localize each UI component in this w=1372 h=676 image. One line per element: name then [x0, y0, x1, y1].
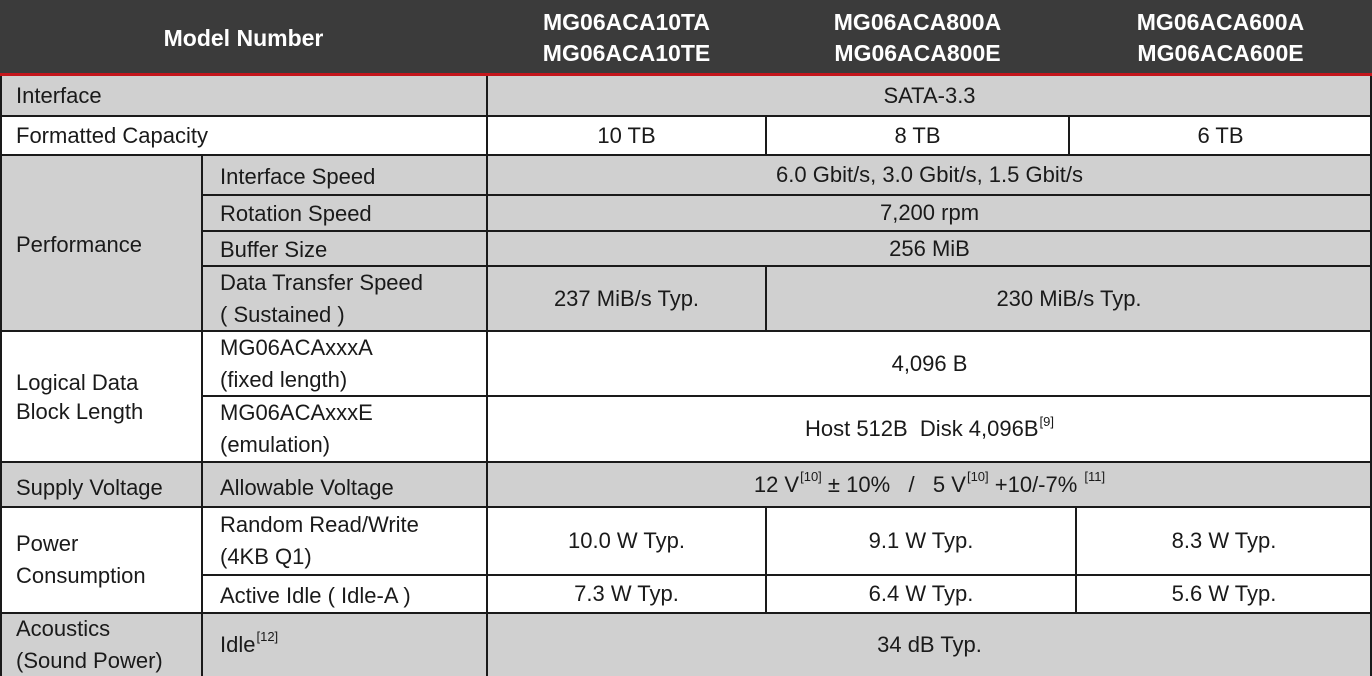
header-model-6tb: [1069, 0, 1372, 76]
random-rw-6tb: 8.3 W Typ.: [1076, 507, 1372, 575]
interface-label: Interface: [0, 76, 487, 116]
grid-line: [0, 330, 1372, 332]
interface-speed-value: 6.0 Gbit/s, 3.0 Gbit/s, 1.5 Gbit/s: [487, 155, 1372, 195]
idle-label: [202, 613, 487, 676]
logical-block-label-line2: Block Length: [16, 398, 144, 424]
performance-label: Performance: [0, 155, 202, 331]
model-800a: MG06ACA800A: [833, 9, 1002, 35]
transfer-speed-10tb: 237 MiB/s Typ.: [487, 266, 766, 331]
buffer-size-label: Buffer Size: [202, 231, 487, 266]
grid-line: [202, 194, 1372, 196]
power-label-line1: Power: [16, 531, 79, 556]
grid-line: [0, 506, 1372, 508]
grid-line: [0, 154, 1372, 156]
emulation-value: [487, 396, 1372, 462]
transfer-speed-label-line2: ( Sustained ): [220, 301, 345, 327]
fixed-length-label-line1: MG06ACAxxxA: [220, 334, 373, 360]
grid-line: [765, 266, 767, 331]
header-divider-line: [0, 73, 1372, 76]
capacity-label: Formatted Capacity: [0, 116, 487, 155]
header-label: Model Number: [163, 24, 324, 51]
footnote-12: [12]: [256, 629, 279, 645]
acoustics-label-line2: (Sound Power): [16, 647, 163, 673]
grid-line: [202, 395, 1372, 397]
allowable-voltage-label: Allowable Voltage: [202, 462, 487, 507]
buffer-size-value: 256 MiB: [487, 231, 1372, 266]
active-idle-6tb: 5.6 W Typ.: [1076, 575, 1372, 613]
random-rw-label-line2: (4KB Q1): [220, 544, 312, 569]
power-label-line2: Consumption: [16, 563, 146, 588]
model-10te: MG06ACA10TE: [542, 40, 711, 66]
footnote-11: [11]: [1084, 469, 1106, 485]
random-rw-8tb: 9.1 W Typ.: [766, 507, 1076, 575]
capacity-6tb: 6 TB: [1069, 116, 1372, 155]
voltage-5v: 5 V: [932, 471, 966, 497]
active-idle-10tb: 7.3 W Typ.: [487, 575, 766, 613]
grid-line: [201, 155, 203, 676]
power-label: [0, 507, 202, 613]
logical-block-label-line1: Logical Data: [16, 369, 139, 395]
supply-voltage-label: Supply Voltage: [0, 462, 202, 507]
acoustics-label-line1: Acoustics: [16, 615, 111, 641]
transfer-speed-label: [202, 266, 487, 331]
grid-line: [0, 115, 1372, 117]
grid-line: [1068, 116, 1070, 155]
grid-line: [0, 76, 2, 676]
acoustics-value: 34 dB Typ.: [487, 613, 1372, 676]
voltage-12v-tolerance: ± 10% /: [821, 471, 933, 497]
emulation-value-text: Host 512B Disk 4,096B: [804, 416, 1039, 441]
idle-label-text: Idle: [220, 631, 256, 657]
logical-block-label: [0, 331, 202, 462]
grid-line: [0, 461, 1372, 463]
transfer-speed-8-6tb: 230 MiB/s Typ.: [766, 266, 1372, 331]
emulation-label-line1: MG06ACAxxxE: [220, 400, 373, 425]
interface-value: SATA-3.3: [487, 76, 1372, 116]
model-600a: MG06ACA600A: [1136, 9, 1305, 35]
interface-speed-label: Interface Speed: [202, 155, 487, 195]
fixed-length-label: [202, 331, 487, 396]
model-600e: MG06ACA600E: [1137, 40, 1304, 66]
grid-line: [765, 116, 767, 155]
grid-line: [202, 574, 1372, 576]
footnote-10a: [10]: [800, 469, 822, 485]
capacity-8tb: 8 TB: [766, 116, 1069, 155]
voltage-5v-tolerance: +10/-7%: [988, 471, 1084, 497]
emulation-label-line2: (emulation): [220, 432, 331, 457]
fixed-length-value: 4,096 B: [487, 331, 1372, 396]
header-model-number: [0, 0, 487, 76]
grid-line: [1075, 507, 1077, 613]
active-idle-label: Active Idle ( Idle-A ): [202, 575, 487, 613]
model-10ta: MG06ACA10TA: [543, 9, 710, 35]
allowable-voltage-value: [487, 462, 1372, 507]
footnote-10b: [10]: [966, 469, 989, 485]
footnote-9: [9]: [1039, 413, 1055, 429]
emulation-label: [202, 396, 487, 462]
grid-line: [765, 507, 767, 613]
rotation-speed-value: 7,200 rpm: [487, 195, 1372, 231]
grid-line: [0, 612, 1372, 614]
model-800e: MG06ACA800E: [834, 40, 1001, 66]
transfer-speed-label-line1: Data Transfer Speed: [220, 269, 424, 295]
header-model-8tb: [766, 0, 1069, 76]
fixed-length-label-line2: (fixed length): [220, 366, 348, 392]
acoustics-label: [0, 613, 202, 676]
capacity-10tb: 10 TB: [487, 116, 766, 155]
random-rw-10tb: 10.0 W Typ.: [487, 507, 766, 575]
active-idle-8tb: 6.4 W Typ.: [766, 575, 1076, 613]
random-rw-label: [202, 507, 487, 575]
grid-line: [486, 76, 488, 676]
header-model-10tb: [487, 0, 766, 76]
rotation-speed-label: Rotation Speed: [202, 195, 487, 231]
voltage-12v: 12 V: [753, 471, 800, 497]
random-rw-label-line1: Random Read/Write: [220, 512, 419, 537]
grid-line: [202, 265, 1372, 267]
grid-line: [202, 230, 1372, 232]
